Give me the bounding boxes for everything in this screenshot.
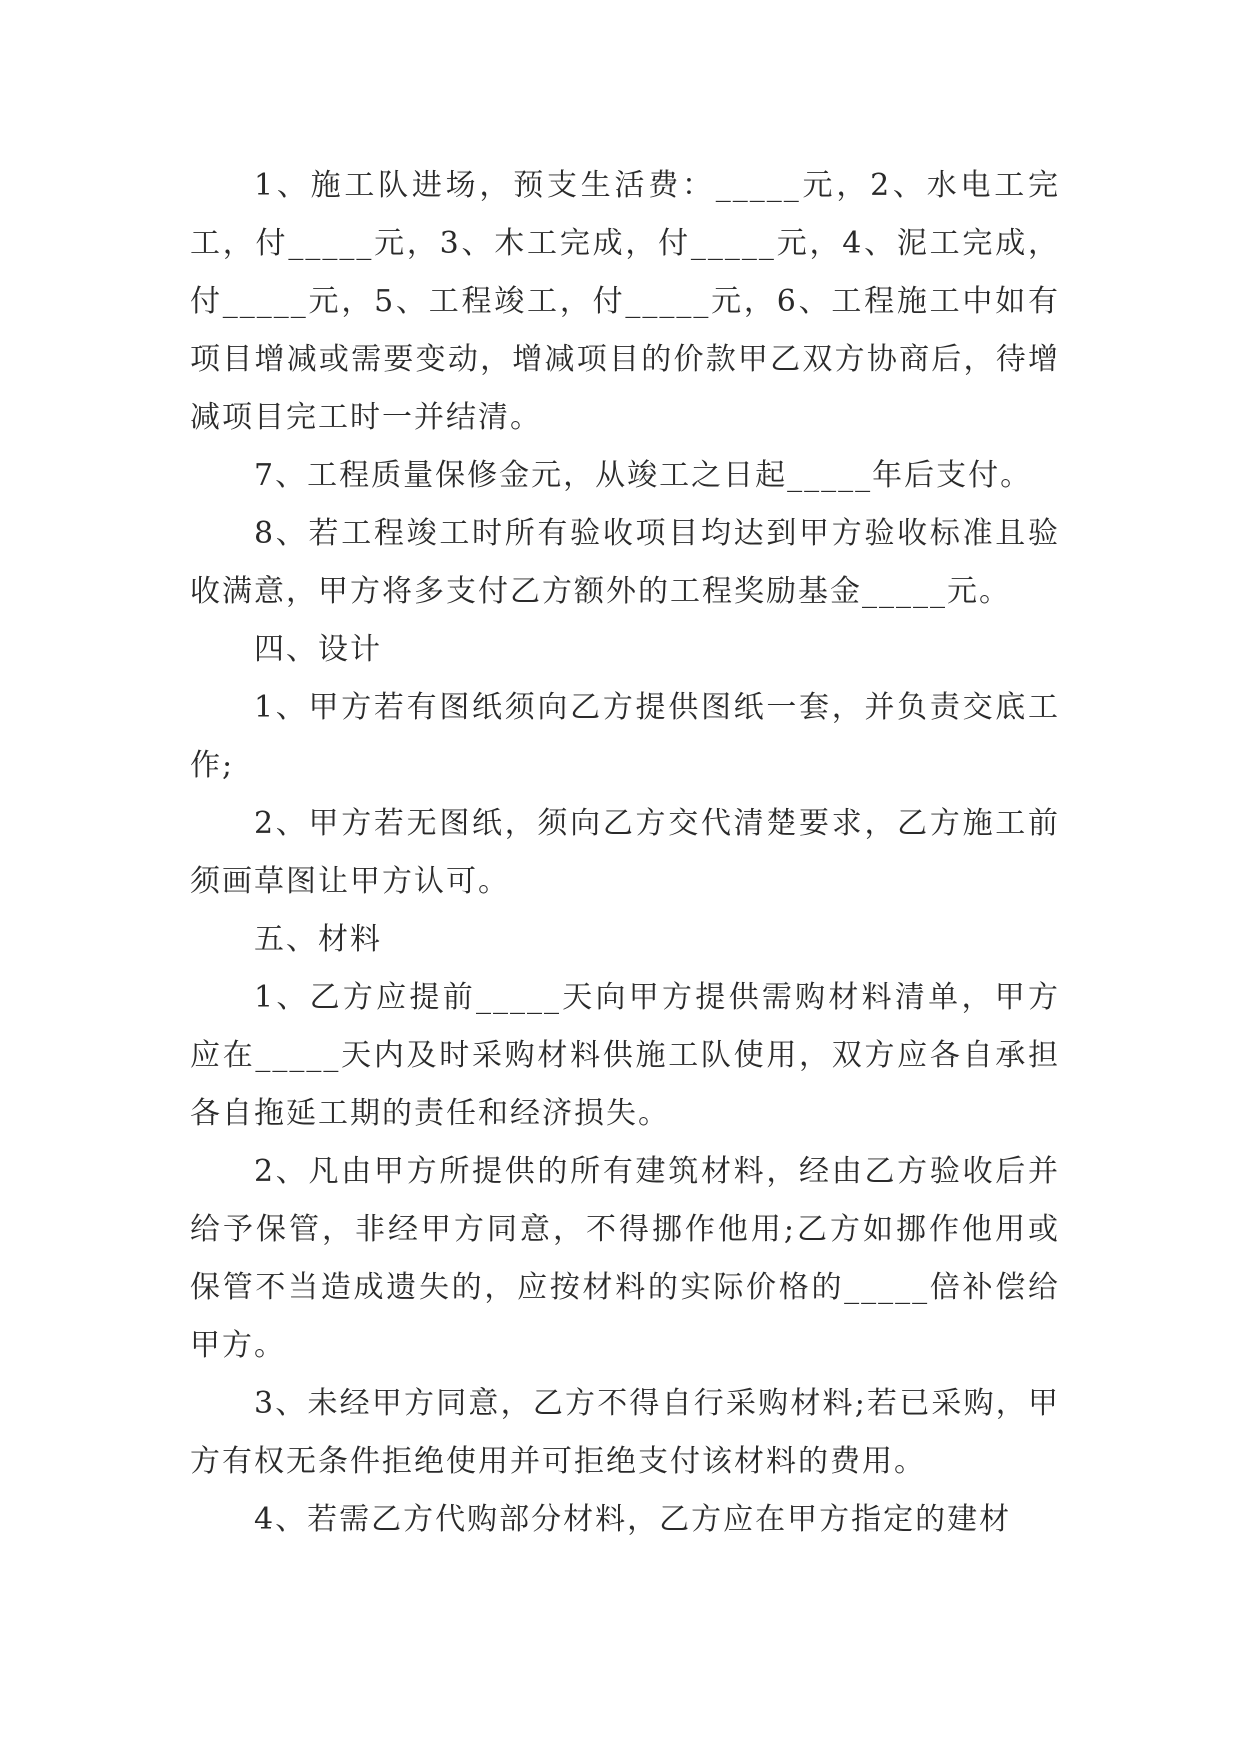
- paragraph-completion-bonus: 8、若工程竣工时所有验收项目均达到甲方验收标准且验收满意，甲方将多支付乙方额外的工程奖励基金_____元。: [190, 516, 1060, 609]
- paragraph-materials-purchase: 3、未经甲方同意，乙方不得自行采购材料;若已采购，甲方有权无条件拒绝使用并可拒绝支付该材料的费用。: [190, 1386, 1060, 1479]
- paragraph-payment-schedule: 1、施工队进场，预支生活费：_____元，2、水电工完工，付_____元，3、木工完成，付_____元，4、泥工完成，付_____元，5、工程竣工，付_____元，6、工程施工中如有项目增减或需要变动，增减项目的价款甲乙双方协商后，待增减项目完工时一并结清。: [190, 168, 1060, 435]
- paragraph-design-drawings: 1、甲方若有图纸须向乙方提供图纸一套，并负责交底工作;: [190, 690, 1060, 783]
- paragraph-materials-list: 1、乙方应提前_____天向甲方提供需购材料清单，甲方应在_____天内及时采购材料供施工队使用，双方应各自承担各自拖延工期的责任和经济损失。: [190, 980, 1060, 1131]
- paragraph-warranty-deposit: 7、工程质量保修金元，从竣工之日起_____年后支付。: [254, 458, 1033, 493]
- document-body: [190, 157, 1060, 1549]
- paragraph-design-sketch: 2、甲方若无图纸，须向乙方交代清楚要求，乙方施工前须画草图让甲方认可。: [190, 806, 1060, 899]
- section-heading-design: 四、设计: [254, 632, 382, 667]
- paragraph-materials-proxy: 4、若需乙方代购部分材料，乙方应在甲方指定的建材: [254, 1502, 1012, 1537]
- paragraph-materials-custody: 2、凡由甲方所提供的所有建筑材料，经由乙方验收后并给予保管，非经甲方同意，不得挪作他用;乙方如挪作他用或保管不当造成遗失的，应按材料的实际价格的_____倍补偿给甲方。: [190, 1154, 1060, 1363]
- section-heading-materials: 五、材料: [254, 922, 382, 957]
